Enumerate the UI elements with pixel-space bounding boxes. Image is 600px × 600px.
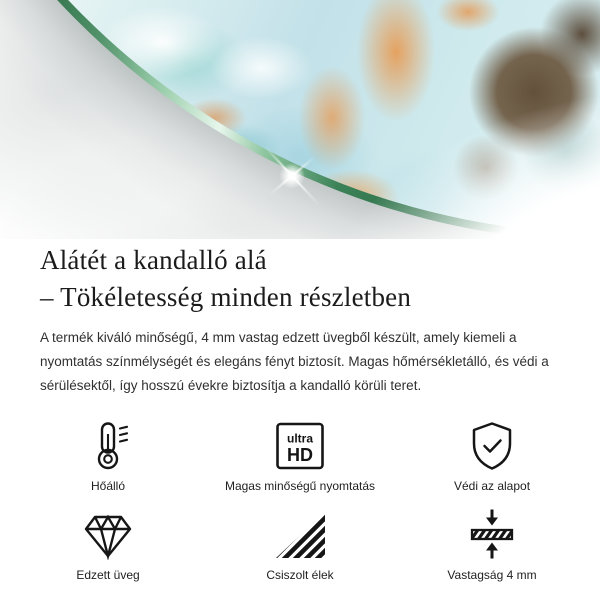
- sparkle-glint-icon: [252, 136, 332, 216]
- feature-heat-resistant: [12, 419, 204, 493]
- feature-label: Vastagság 4 mm: [447, 568, 537, 582]
- feature-protects-base: [396, 419, 588, 493]
- feature-label: Védi az alapot: [453, 479, 531, 493]
- svg-text:HD: HD: [287, 445, 313, 465]
- svg-text:ultra: ultra: [286, 431, 314, 446]
- feature-polished-edges: [204, 508, 396, 582]
- page-title-line1: Alátét a kandalló alá: [40, 245, 267, 275]
- product-description: A termék kiváló minőségű, 4 mm vastag edzett üvegből készült, amely kiemeli a nyomtatás színmélységét és elegáns fényt biztosít. Magas hőmérsékletálló, és védi a sérülésektől, így hosszú évekre biztosítja a kandalló körüli teret.: [40, 330, 549, 393]
- feature-thickness: [396, 508, 588, 582]
- product-image: [0, 0, 600, 239]
- thickness-icon: [466, 508, 518, 560]
- thermometer-icon: [84, 419, 132, 471]
- feature-label: Hőálló: [90, 479, 126, 493]
- feature-tempered-glass: [12, 508, 204, 582]
- page-title-line2: – Tökéletesség minden részletben: [40, 282, 412, 312]
- feature-label: Csiszolt élek: [266, 568, 334, 582]
- feature-print-quality: [204, 419, 396, 493]
- feature-label: Magas minőségű nyomtatás: [224, 479, 376, 493]
- shield-check-icon: [468, 419, 516, 471]
- diamond-icon: [80, 508, 136, 560]
- page-title: [40, 242, 560, 316]
- feature-label: Edzett üveg: [76, 568, 140, 582]
- ultra-hd-icon: [274, 419, 326, 471]
- feature-grid: [12, 419, 588, 582]
- polished-edge-icon: [274, 508, 326, 560]
